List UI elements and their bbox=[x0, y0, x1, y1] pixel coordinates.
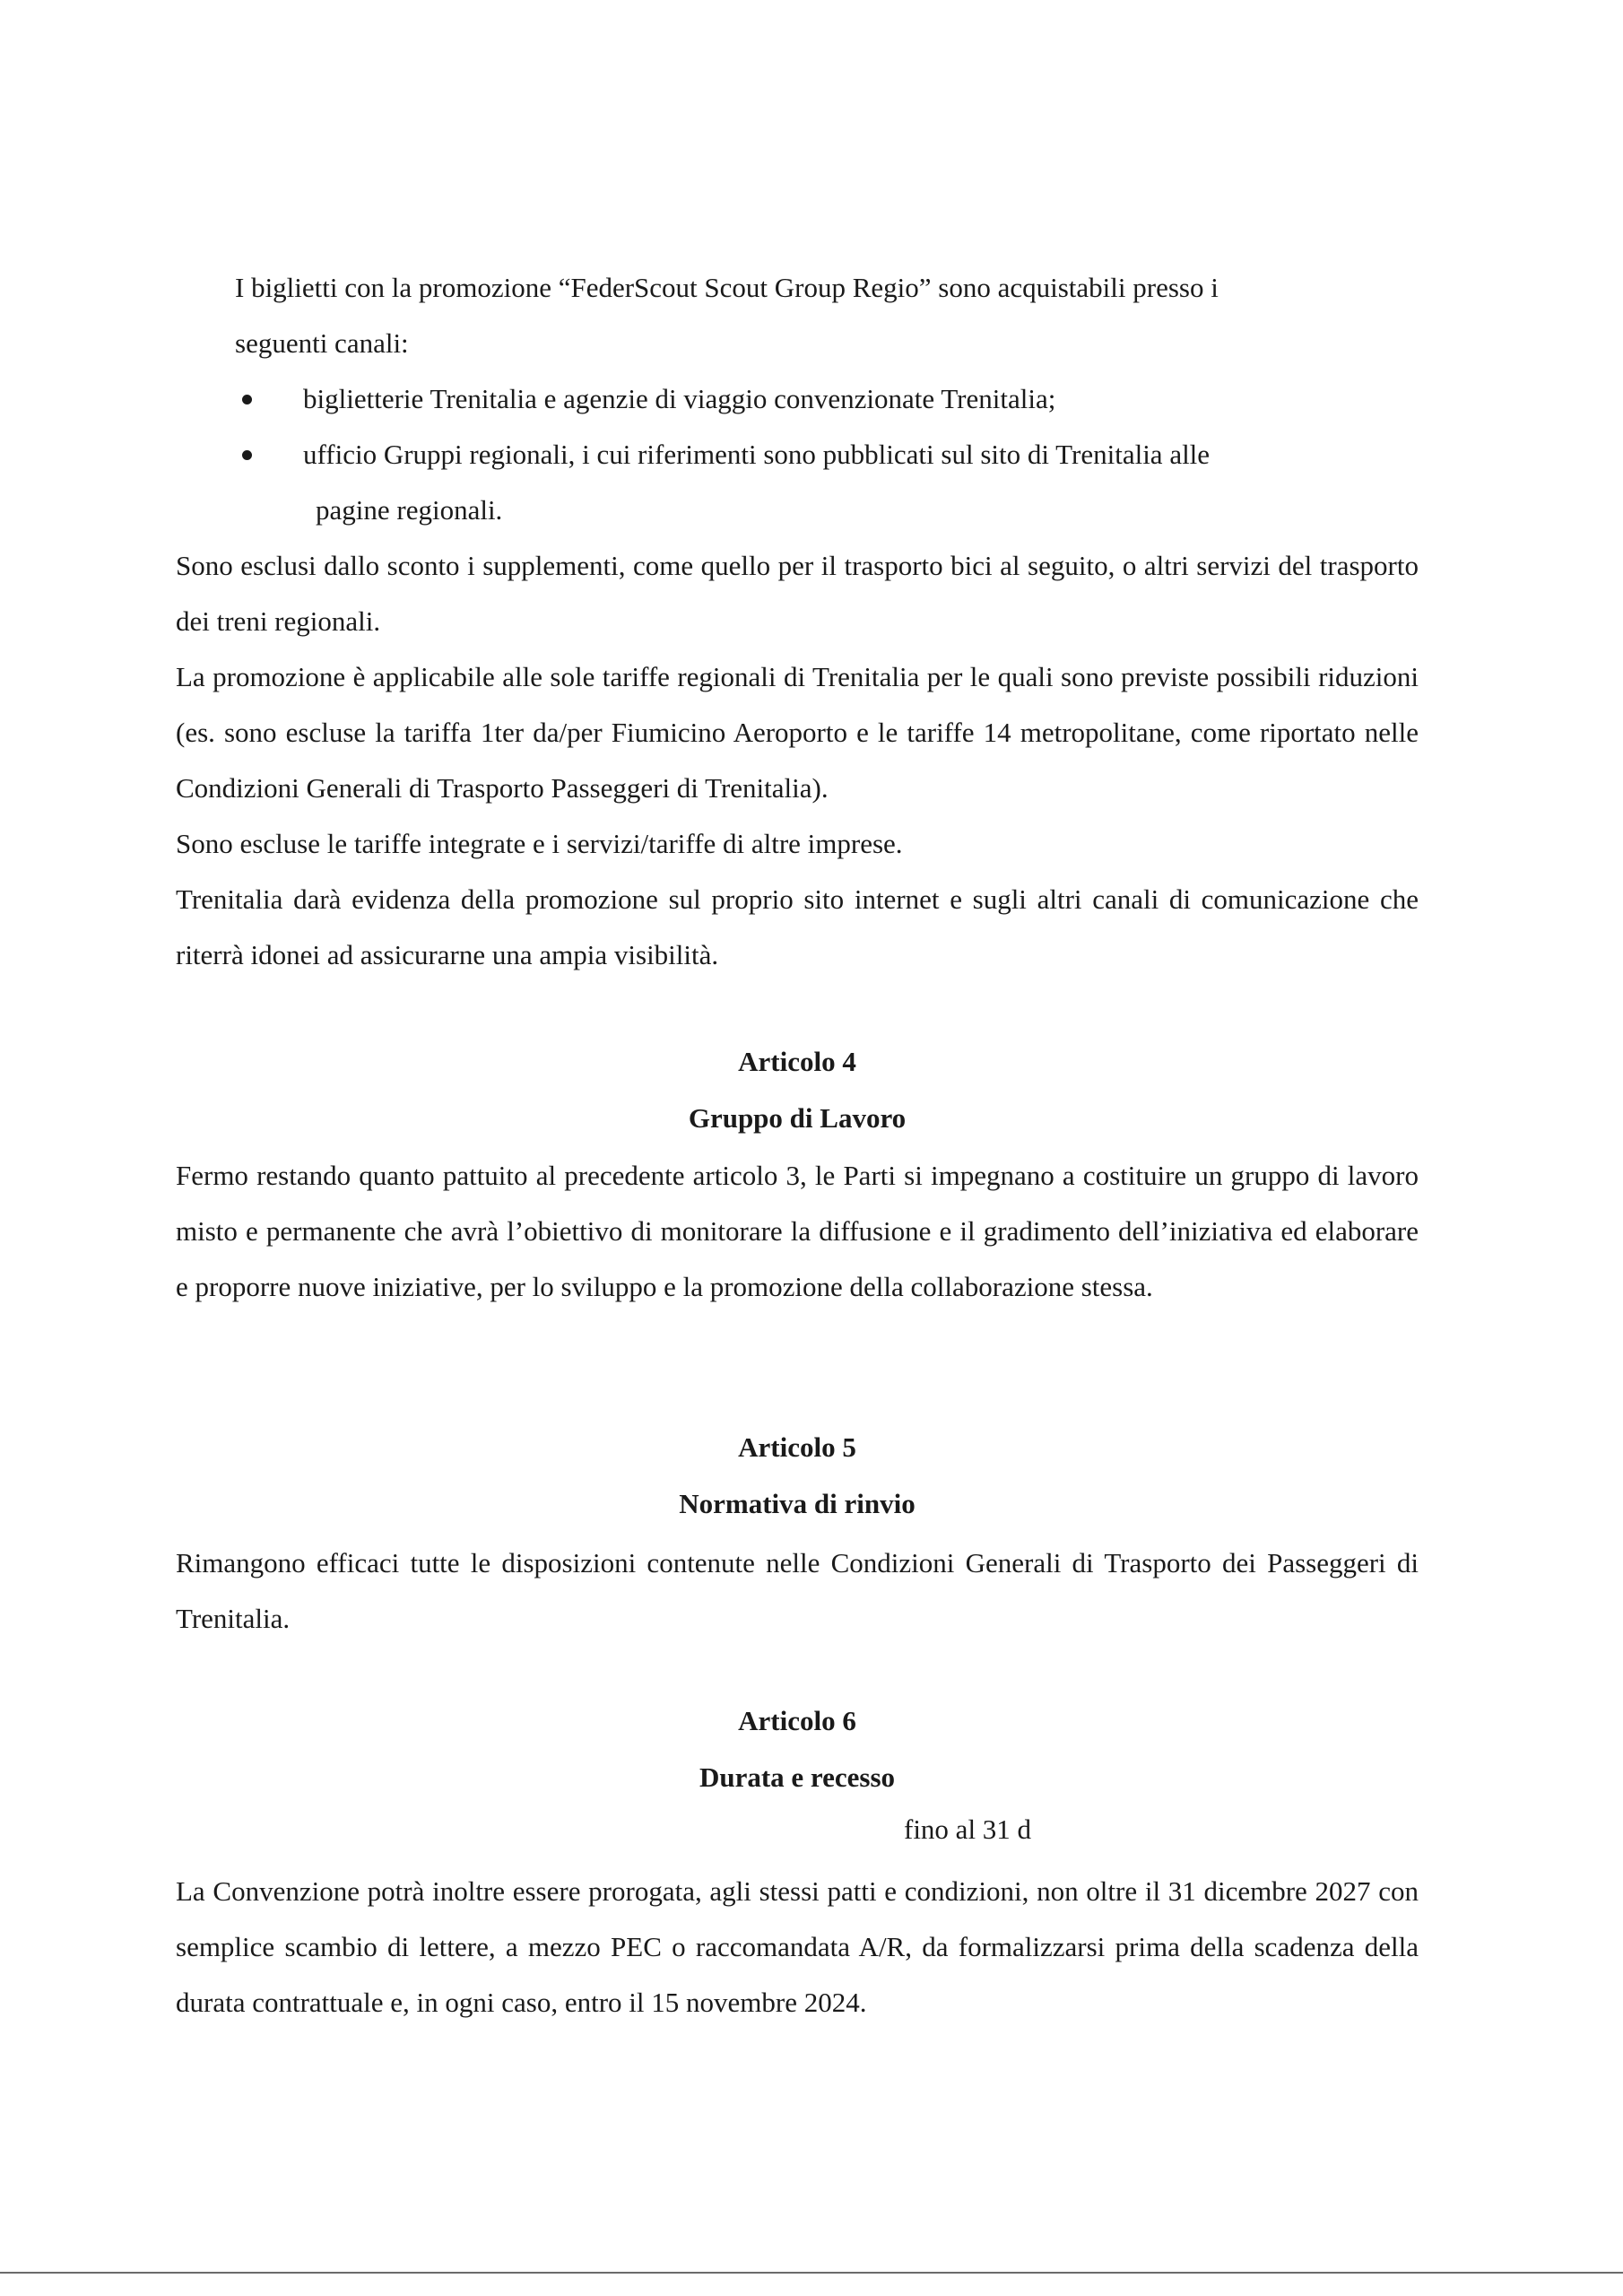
article-4-body: Fermo restando quanto pattuito al precedente articolo 3, le Parti si impegnano a costituire un gruppo di lavoro misto e permanente che avrà l’obiettivo di monitorare la diffusione e il gradimento dell’iniziativa ed elaborare e proporre nuove iniziative, per lo sviluppo e la promozione della collaborazione stessa. bbox=[176, 1160, 1419, 1302]
article-5-title: Normativa di rinvio bbox=[679, 1488, 916, 1519]
article-5-number: Articolo 5 bbox=[738, 1431, 856, 1463]
list-item-text bbox=[303, 427, 1419, 538]
article-5-body: Rimangono efficaci tutte le disposizioni contenute nelle Condizioni Generali di Trasporto dei Passeggeri di Trenitalia. bbox=[176, 1547, 1419, 1634]
article-4-number: Articolo 4 bbox=[738, 1046, 856, 1077]
article-4-title: Gruppo di Lavoro bbox=[688, 1102, 907, 1134]
list-item-text: biglietterie Trenitalia e agenzie di viaggio convenzionate Trenitalia; bbox=[303, 383, 1056, 414]
list-item-text-line-2: pagine regionali. bbox=[316, 494, 503, 526]
paragraph-fare-applicability: La promozione è applicabile alle sole tariffe regionali di Trenitalia per le quali sono previste possibili riduzioni (es. sono escluse la tariffa 1ter da/per Fiumicino Aeroporto e le tariffe 14 metropolitane, come riportato nelle Condizioni Generali di Trasporto Passeggeri di Trenitalia). bbox=[176, 661, 1419, 804]
bullet-icon bbox=[242, 395, 252, 404]
bullet-icon bbox=[242, 450, 252, 460]
list-item bbox=[235, 371, 1419, 427]
sales-channels-list bbox=[235, 371, 1419, 538]
list-item-text-line-1: ufficio Gruppi regionali, i cui riferimenti sono pubblicati sul sito di Trenitalia alle bbox=[303, 439, 1211, 470]
paragraph-integrated-fares: Sono escluse le tariffe integrate e i servizi/tariffe di altre imprese. bbox=[176, 828, 903, 859]
article-6-title: Durata e recesso bbox=[699, 1761, 896, 1793]
intro-line-1: I biglietti con la promozione “FederScout Scout Group Regio” sono acquistabili presso i bbox=[235, 272, 1219, 303]
article-6-number: Articolo 6 bbox=[738, 1705, 856, 1736]
article-6-partial-line: fino al 31 d bbox=[904, 1813, 1032, 1845]
intro-paragraph bbox=[235, 260, 1419, 371]
footer-rule bbox=[0, 2272, 1623, 2274]
article-6-body: La Convenzione potrà inoltre essere prorogata, agli stessi patti e condizioni, non oltre il 31 dicembre 2027 con semplice scambio di lettere, a mezzo PEC o raccomandata A/R, da formalizzarsi prima della scadenza della durata contrattuale e, in ogni caso, entro il 15 novembre 2024. bbox=[176, 1875, 1419, 2018]
paragraph-promotion-visibility: Trenitalia darà evidenza della promozione sul proprio sito internet e sugli altri canali di comunicazione che riterrà idonei ad assicurarne una ampia visibilità. bbox=[176, 883, 1419, 970]
paragraph-supplement-exclusions: Sono esclusi dallo sconto i supplementi, come quello per il trasporto bici al seguito, o altri servizi del trasporto dei treni regionali. bbox=[176, 550, 1419, 637]
list-item bbox=[235, 427, 1419, 538]
intro-line-2: seguenti canali: bbox=[235, 327, 409, 359]
